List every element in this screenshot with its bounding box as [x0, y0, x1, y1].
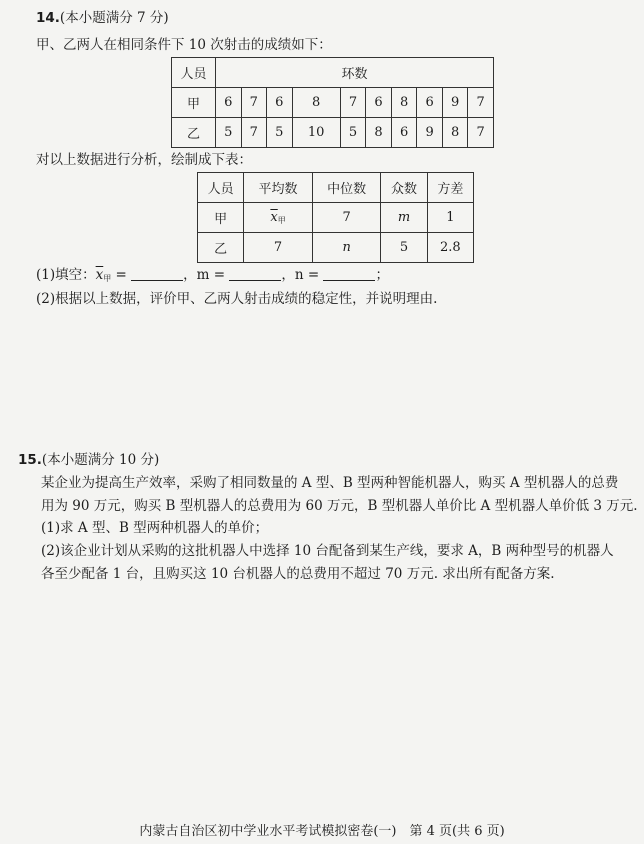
table1-header-rings: 环数	[216, 58, 494, 88]
table-cell: 7	[468, 118, 494, 148]
table2-row-name: 乙	[198, 233, 244, 263]
equals-sign: =	[111, 267, 127, 283]
table-cell: 8	[391, 88, 417, 118]
table1-header-person: 人员	[172, 58, 216, 88]
q14-analysis-text: 对以上数据进行分析，绘制成下表：	[36, 152, 252, 168]
table-row	[172, 118, 494, 148]
x-bar-symbol: $\overline{x}$	[270, 209, 278, 225]
q14-header	[36, 9, 169, 27]
table-cell: 6	[417, 88, 443, 118]
table-row	[198, 203, 474, 233]
table-cell: 7	[312, 203, 381, 233]
table-cell: 6	[391, 118, 417, 148]
table-cell: 7	[241, 118, 267, 148]
q15-score-note: (本小题满分 10 分)	[41, 452, 160, 468]
table-cell: 7	[340, 88, 366, 118]
table-cell: n	[312, 233, 381, 263]
q15-number: 15.	[18, 452, 42, 468]
q15-line3: (1)求 A 型、B 型两种机器人的单价；	[41, 520, 269, 536]
table2-header: 平均数	[244, 173, 313, 203]
x-bar-subscript: 甲	[277, 215, 286, 225]
table2-header: 众数	[381, 173, 427, 203]
n-label: ，n =	[281, 267, 320, 283]
q15-line4: (2)该企业计划从采购的这批机器人中选择 10 台配备到某生产线，要求 A，B 两种型号的机器人	[41, 543, 614, 559]
q14-part2: (2)根据以上数据，评价甲、乙两人射击成绩的稳定性，并说明理由.	[36, 291, 438, 307]
part1-prefix: (1)填空：	[36, 267, 96, 283]
table-row	[198, 233, 474, 263]
x-bar-subscript: 甲	[103, 274, 112, 283]
table-cell: 7	[244, 233, 313, 263]
table-cell: 5	[267, 118, 293, 148]
table1-row-name: 乙	[172, 118, 216, 148]
table-cell: 6	[216, 88, 242, 118]
table2-header: 中位数	[312, 173, 381, 203]
q15-line2: 用为 90 万元，购买 B 型机器人的总费用为 60 万元，B 型机器人单价比 A 型机器人单价低 3 万元.	[41, 498, 638, 514]
table-cell: 5	[216, 118, 242, 148]
q15-line1: 某企业为提高生产效率，采购了相同数量的 A 型、B 型两种智能机器人，购买 A 型机器人的总费	[41, 475, 619, 491]
table-cell: 5	[381, 233, 427, 263]
m-label: ，m =	[183, 267, 226, 283]
table-cell: 6	[267, 88, 293, 118]
table-cell: 8	[292, 88, 340, 118]
page-footer: 内蒙古自治区初中学业水平考试模拟密卷(一) 第 4 页(共 6 页)	[139, 824, 505, 839]
q14-score-table	[171, 57, 494, 148]
q15-line5: 各至少配备 1 台，且购买这 10 台机器人的总费用不超过 70 万元. 求出所有配备方案.	[41, 566, 555, 582]
table2-header: 方差	[427, 173, 473, 203]
table-cell: 5	[340, 118, 366, 148]
part1-end: ；	[375, 267, 389, 283]
table-cell: 8	[366, 118, 392, 148]
q14-intro: 甲、乙两人在相同条件下 10 次射击的成绩如下：	[36, 37, 332, 53]
q14-number: 14.	[36, 10, 60, 26]
q15-header	[18, 451, 159, 469]
table-cell: m	[381, 203, 427, 233]
q14-stats-table	[197, 172, 474, 263]
table-cell: 7	[468, 88, 494, 118]
table1-row-name: 甲	[172, 88, 216, 118]
table-cell: 7	[241, 88, 267, 118]
q14-part1	[36, 266, 389, 288]
table-cell: 9	[442, 88, 468, 118]
table2-header: 人员	[198, 173, 244, 203]
x-bar-symbol: $\overline{x}$	[95, 267, 104, 283]
table-cell: 6	[366, 88, 392, 118]
table-cell: 1	[427, 203, 473, 233]
table2-row-name: 甲	[198, 203, 244, 233]
table-cell: 2.8	[427, 233, 473, 263]
table-row	[172, 88, 494, 118]
answer-blank-n[interactable]	[323, 266, 375, 281]
table-cell: 8	[442, 118, 468, 148]
table2-mean-cell	[244, 203, 313, 233]
answer-blank-m[interactable]	[229, 266, 281, 281]
q14-score-note: (本小题满分 7 分)	[59, 10, 169, 26]
table-cell: 9	[417, 118, 443, 148]
answer-blank-mean[interactable]	[131, 266, 183, 281]
table-cell: 10	[292, 118, 340, 148]
